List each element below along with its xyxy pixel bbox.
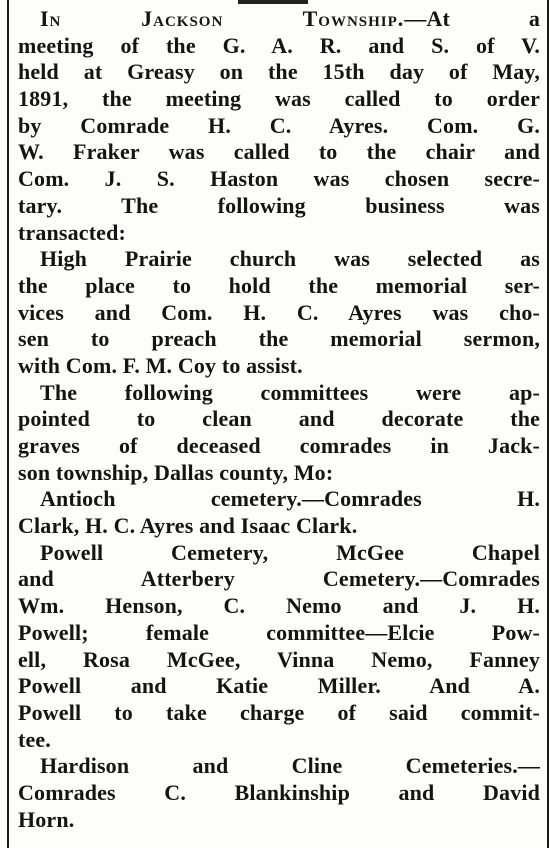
article-line: Powell; female committee—Elcie Pow- (18, 619, 540, 645)
article-line: held at Greasy on the 15th day of May, (18, 59, 540, 85)
article-line: High Prairie church was selected as (40, 246, 540, 272)
section-divider (238, 0, 308, 4)
article-line: the place to hold the memorial ser- (18, 272, 540, 298)
article-line: son township, Dallas county, Mo: (18, 459, 334, 485)
article-line: Antioch cemetery.—Comrades H. (40, 486, 540, 512)
column-rule-left (7, 0, 9, 848)
article-line: Comrades C. Blankinship and David (18, 779, 540, 805)
article-line: by Comrade H. C. Ayres. Com. G. (18, 112, 540, 138)
article-line: graves of deceased comrades in Jack- (18, 433, 540, 458)
article-line: with Com. F. M. Coy to assist. (18, 352, 303, 378)
article-line: and Atterbery Cemetery.—Comrades (18, 566, 540, 592)
article-line: transacted: (18, 219, 126, 245)
article-line: ell, Rosa McGee, Vinna Nemo, Fanney (18, 646, 540, 672)
article-line: Com. J. S. Haston was chosen secre- (18, 166, 540, 192)
article-line: sen to preach the memorial sermon, (18, 326, 540, 352)
article-line: Powell to take charge of said commit- (18, 699, 540, 725)
article-column (18, 6, 540, 833)
article-line: Hardison and Cline Cemeteries.— (40, 753, 540, 779)
article-line: Powell and Katie Miller. And A. (18, 673, 540, 699)
article-line: pointed to clean and decorate the (18, 406, 540, 432)
column-rule-right (547, 0, 549, 848)
article-line: vices and Com. H. C. Ayres was cho- (18, 299, 540, 325)
article-line: tee. (18, 726, 51, 752)
article-line: Clark, H. C. Ayres and Isaac Clark. (18, 513, 358, 539)
article-line: meeting of the G. A. R. and S. of V. (18, 32, 540, 58)
article-first-line (18, 6, 540, 33)
article-line: The following committees were ap- (40, 379, 540, 405)
article-line: Horn. (18, 806, 75, 832)
article-line: tary. The following business was (18, 192, 540, 218)
article-line: W. Fraker was called to the chair and (18, 139, 540, 165)
article-line: Wm. Henson, C. Nemo and J. H. (18, 593, 540, 619)
article-line: 1891, the meeting was called to order (18, 86, 540, 112)
article-lead-text: —At a (404, 6, 541, 31)
article-line: Powell Cemetery, McGee Chapel (40, 539, 540, 565)
article-heading: In Jackson Township. (40, 6, 405, 31)
